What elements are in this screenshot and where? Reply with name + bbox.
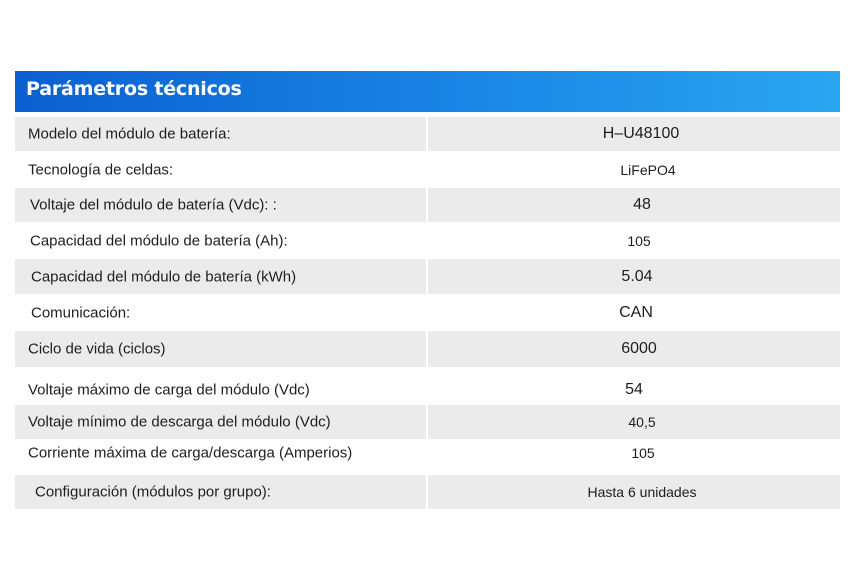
row-value: LiFePO4 (620, 161, 676, 178)
table-row (15, 475, 840, 509)
row-label: Voltaje del módulo de batería (Vdc): : (30, 196, 277, 214)
row-value: CAN (619, 303, 653, 321)
row-label: Configuración (módulos por grupo): (35, 483, 271, 501)
column-divider (426, 117, 428, 151)
table-row (15, 439, 840, 475)
column-divider (426, 475, 428, 509)
row-label: Comunicación: (31, 304, 131, 321)
column-divider (426, 259, 428, 294)
table-row (15, 259, 840, 294)
row-label: Capacidad del módulo de batería (kWh) (31, 268, 297, 285)
row-value: 48 (633, 196, 651, 213)
table-row (15, 151, 840, 188)
table-row (15, 331, 840, 367)
section-header (15, 71, 840, 112)
row-label: Modelo del módulo de batería: (28, 125, 231, 143)
row-value: 5.04 (621, 267, 653, 285)
column-divider (426, 405, 428, 439)
row-label: Tecnología de celdas: (28, 161, 174, 178)
column-divider (426, 188, 428, 222)
column-divider (426, 331, 428, 367)
row-value: 40,5 (628, 414, 656, 430)
section-title: Parámetros técnicos (26, 78, 242, 100)
table-row (15, 117, 840, 151)
row-label: Voltaje mínimo de descarga del módulo (Vdc) (28, 413, 331, 431)
row-value: 105 (631, 445, 655, 462)
table-row (15, 294, 840, 331)
row-value: 54 (625, 380, 643, 398)
row-label: Corriente máxima de carga/descarga (Amperios) (28, 444, 353, 462)
row-value: 105 (627, 232, 651, 249)
row-label: Capacidad del módulo de batería (Ah): (30, 232, 288, 249)
row-value: Hasta 6 unidades (587, 484, 697, 500)
table-row (15, 367, 840, 405)
row-label: Ciclo de vida (ciclos) (28, 340, 166, 358)
table-row (15, 222, 840, 259)
row-label: Voltaje máximo de carga del módulo (Vdc) (28, 381, 310, 399)
row-value: 6000 (621, 340, 657, 357)
row-value: H–U48100 (602, 125, 680, 142)
table-row (15, 405, 840, 439)
table-row (15, 188, 840, 222)
